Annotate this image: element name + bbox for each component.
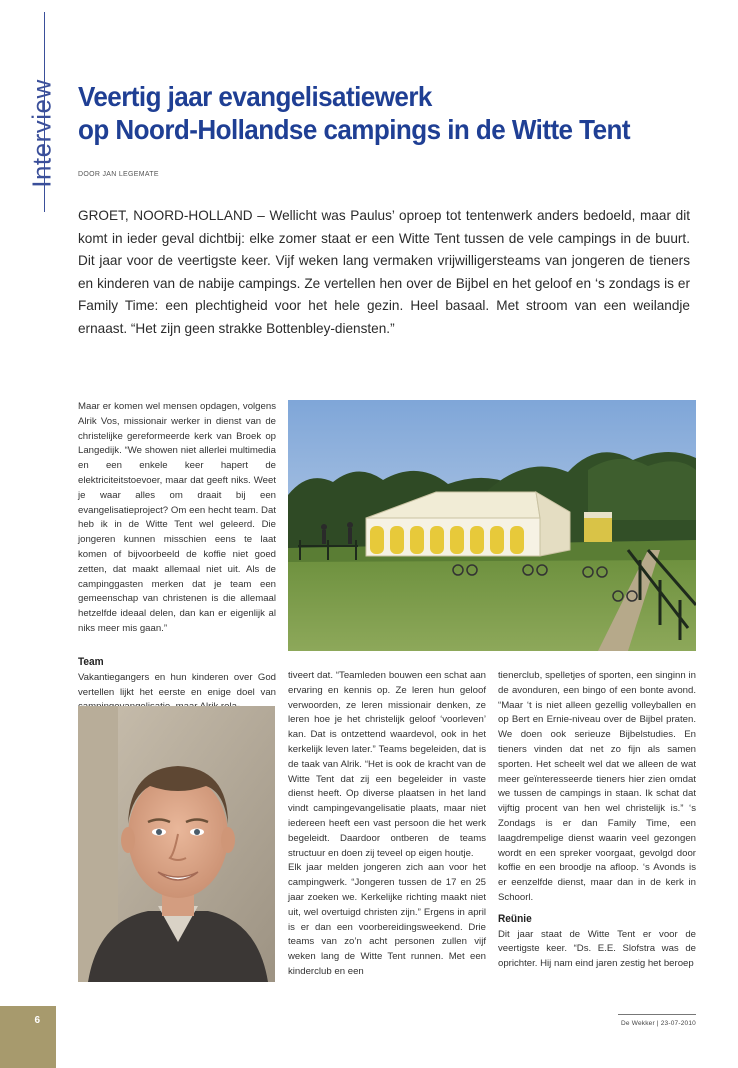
intro-paragraph: GROET, NOORD-HOLLAND – Wellicht was Paulus’ oproep tot tentenwerk anders bedoeld, maar dit komt in ieder geval dichtbij: elke zomer staat er een Witte Tent tussen de vele campings in de buurt. Dit jaar voor de veertigste keer. Vijf weken lang vermaken vrijwilligersteams van jongeren de tieners en kinderen van de nabije campings. Ze vertellen hen over de Bijbel en het geloof en ‘s zondags is er Family Time: een plechtigheid voor het hele gezin. Heel basaal. Met stroom van een weilandje ernaast. “Het zijn geen strakke Bottenbley-diensten.” (78, 208, 690, 336)
footer-publication: De Wekker | 23-07-2010 (621, 1020, 696, 1027)
column-3 (498, 669, 696, 972)
page-number: 6 (0, 1006, 56, 1068)
section-label: Interview (26, 79, 57, 188)
article-title (78, 80, 673, 146)
title-line-2: op Noord-Hollandse campings in de Witte Tent (78, 114, 630, 145)
title-line-1: Veertig jaar evangelisatiewerk (78, 81, 432, 112)
col1-paragraph-2: Vakantiegangers en hun kinderen over God vertellen lijkt het eerste en enige doel van (78, 671, 276, 698)
portrait-photo (78, 706, 275, 982)
byline: DOOR JAN LEGEMATE (78, 171, 159, 178)
tent-photo-image (288, 400, 696, 651)
footer-rule (618, 1014, 696, 1015)
portrait-photo-image (78, 706, 275, 982)
subhead-team: Team (78, 656, 104, 668)
col3-paragraph-2: Dit jaar staat de Witte Tent er voor de veertigste keer. “Ds. E.E. Slofstra was de oprichter. Hij nam eind jaren zestig het beroep (498, 928, 696, 970)
subhead-reunie: Reünie (498, 912, 532, 925)
col3-paragraph-1: tienerclub, spelletjes of sporten, een singinn in de avonduren, een bingo of een bonte avond. “Maar ‘t is niet alleen gezellig volleyballen en op Bert en Ernie-niveau over de Bijbel praten. We doen ook serieuze Bijbelstudies. En tieners vinden dat net zo fijn als samen sporten. Het scheelt wel dat we alleen de wat meer geïnteresseerde tieners hier zien omdat we tussen de campings in staan. Ik schat dat vijftig procent van hen wel christelijk is.” ‘s Zondags is er dan Family Time, een laagdrempelige dienst waarin veel gezongen wordt en een spreker voorgaat, gevolgd door koffie en een broodje na afloop. ‘s Avonds is er eenzelfde dienst, maar dan in de kerk in Schoorl. (498, 670, 696, 903)
tent-photo (288, 400, 696, 651)
col1-paragraph-1: Maar er komen wel mensen opdagen, volgens Alrik Vos, missionair werker in dienst van de christelijke gereformeerde kerk van Broek op Langedijk. “We showen niet allerlei multimedia en een enkele keer hapert de elektriciteitstoevoer, maar dat geeft niks. Weet je waar alles om draait bij een evangelisatieproject? Om een hecht team. Dat heb ik in de Witte Tent wel geleerd. Die jongeren kunnen misschien eens te laat komen of bijvoorbeeld de koffie niet goed zetten, dat maakt allemaal niet uit. Als de campinggasten merken dat je team een gemeenschap van christenen is die allemaal hetzelfde ideaal delen, dan kan er eigenlijk al niks meer mis gaan.” (78, 401, 276, 634)
col2-paragraph-1: tiveert dat. “Teamleden bouwen een schat aan ervaring en kennis op. Ze leren hun geloof verwoorden, ze leren missionair denken, ze leren hoe je het christelijk geloof ‘voorleven’ kan. Dat is ontzettend waardevol, ook in het kerkelijk leven later.” Teams begeleiden, dat is de taak van Alrik. “Het is ook de kracht van de Witte Tent dat zij een begeleider in vaste dienst heeft. Op diverse plaatsen in het land vindt campingevangelisatie plaats, maar niet iedereen heeft een vast persoon die het werk begeleidt. Daardoor ontberen de teams structuur en doen zij teveel op eigen houtje. (288, 670, 486, 859)
col2-paragraph-2: Elk jaar melden jongeren zich aan voor het campingwerk. “Jongeren tussen de 17 en 25 jaar zoeken we. Kerkelijke richting maakt niet uit, wel overtuigd christen zijn.” Ergens in april is er dan een voorbereidingsweekend. Drie teams van zo’n acht personen zullen vijf weken lang de Witte Tent runnen. Met een kinderclub en een (288, 862, 486, 977)
column-1-top (78, 400, 276, 637)
column-2 (288, 669, 486, 980)
